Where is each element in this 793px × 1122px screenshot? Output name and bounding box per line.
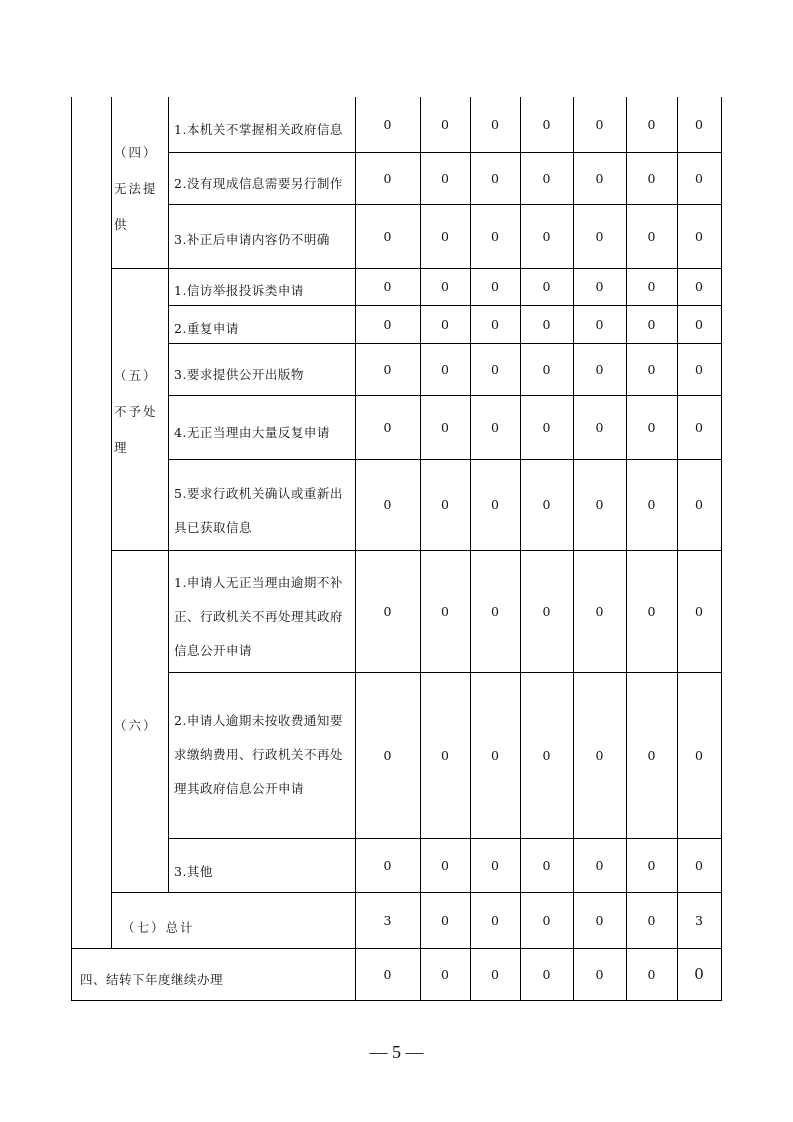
value-cell: 0 xyxy=(595,279,604,294)
value-cell: 0 xyxy=(595,361,604,377)
value-cell: 0 xyxy=(383,966,392,982)
value-cell: 0 xyxy=(647,170,656,186)
value-cell: 0 xyxy=(647,316,656,332)
value-cell: 0 xyxy=(441,747,449,763)
value-cell: 0 xyxy=(695,361,703,377)
value-cell: 0 xyxy=(647,497,656,512)
value-cell: 0 xyxy=(542,279,551,294)
value-cell: 0 xyxy=(647,117,656,132)
value-cell: 0 xyxy=(695,316,703,332)
value-cell: 0 xyxy=(491,747,499,763)
value-cell: 0 xyxy=(542,603,551,619)
value-cell: 0 xyxy=(647,279,656,294)
value-cell: 0 xyxy=(383,228,392,244)
value-cell: 0 xyxy=(441,228,449,244)
table-line-indent xyxy=(111,97,112,948)
row-label-r6: 3.要求提供公开出版物 xyxy=(174,367,304,382)
value-cell: 0 xyxy=(441,117,449,132)
value-cell: 0 xyxy=(441,603,449,619)
value-cell: 0 xyxy=(695,228,703,244)
value-cell: 0 xyxy=(383,419,392,435)
value-cell: 0 xyxy=(491,316,499,332)
value-cell: 0 xyxy=(491,228,499,244)
value-cell: 0 xyxy=(595,857,604,873)
value-cell: 3 xyxy=(383,912,392,928)
value-cell: 0 xyxy=(595,912,604,928)
value-cell: 0 xyxy=(441,966,449,982)
value-cell: 0 xyxy=(383,361,392,377)
value-cell: 0 xyxy=(647,966,656,982)
value-cell: 0 xyxy=(383,279,392,294)
row-label-r2: 2.没有现成信息需要另行制作 xyxy=(174,176,343,191)
value-cell: 0 xyxy=(542,316,551,332)
value-cell: 0 xyxy=(542,361,551,377)
value-cell: 0 xyxy=(383,170,392,186)
value-cell: 0 xyxy=(441,361,449,377)
value-cell: 3 xyxy=(695,912,703,928)
value-cell: 0 xyxy=(491,279,499,294)
value-cell: 0 xyxy=(542,747,551,763)
value-cell: 0 xyxy=(441,912,449,928)
table-border-right xyxy=(721,97,722,1000)
value-cell: 0 xyxy=(695,747,703,763)
value-cell: 0 xyxy=(441,316,449,332)
value-cell: 0 xyxy=(491,117,499,132)
value-cell: 0 xyxy=(491,419,499,435)
page-number: — 5 — xyxy=(369,1042,424,1062)
value-cell: 0 xyxy=(383,603,392,619)
value-cell: 0 xyxy=(542,912,551,928)
table-border-left xyxy=(71,97,72,1000)
value-cell: 0 xyxy=(694,965,704,983)
group-label-5: （五）不予处理 xyxy=(114,368,158,455)
value-cell: 0 xyxy=(441,419,449,435)
value-cell: 0 xyxy=(491,603,499,619)
value-cell: 0 xyxy=(695,419,703,435)
value-cell: 0 xyxy=(595,497,604,512)
value-cell: 0 xyxy=(647,603,656,619)
row-label-r5: 2.重复申请 xyxy=(174,321,239,336)
value-cell: 0 xyxy=(542,170,551,186)
value-cell: 0 xyxy=(595,747,604,763)
value-cell: 0 xyxy=(595,170,604,186)
row-label-r4: 1.信访举报投诉类申请 xyxy=(174,283,304,298)
value-cell: 0 xyxy=(695,170,703,186)
value-cell: 0 xyxy=(491,361,499,377)
value-cell: 0 xyxy=(695,279,703,294)
row-label-r13: 四、结转下年度继续办理 xyxy=(80,972,224,987)
value-cell: 0 xyxy=(441,857,449,873)
value-cell: 0 xyxy=(383,857,392,873)
row-label-r7: 4.无正当理由大量反复申请 xyxy=(174,425,330,440)
value-cell: 0 xyxy=(647,857,656,873)
value-cell: 0 xyxy=(542,497,551,512)
value-cell: 0 xyxy=(695,603,703,619)
value-cell: 0 xyxy=(542,228,551,244)
value-cell: 0 xyxy=(695,117,703,132)
value-cell: 0 xyxy=(647,419,656,435)
value-cell: 0 xyxy=(491,912,499,928)
value-cell: 0 xyxy=(595,117,604,132)
value-cell: 0 xyxy=(647,747,656,763)
value-cell: 0 xyxy=(595,966,604,982)
value-cell: 0 xyxy=(647,361,656,377)
row-label-r11: 3.其他 xyxy=(174,864,213,879)
value-cell: 0 xyxy=(491,170,499,186)
value-cell: 0 xyxy=(383,497,392,512)
value-cell: 0 xyxy=(595,228,604,244)
table-row-line-full xyxy=(71,1000,722,1001)
value-cell: 0 xyxy=(491,966,499,982)
row-label-r9: 1.申请人无正当理由逾期不补正、行政机关不再处理其政府信息公开申请 xyxy=(174,575,344,658)
row-label-r10: 2.申请人逾期未按收费通知要求缴纳费用、行政机关不再处理其政府信息公开申请 xyxy=(174,713,344,796)
value-cell: 0 xyxy=(383,316,392,332)
value-cell: 0 xyxy=(647,912,656,928)
value-cell: 0 xyxy=(441,497,449,512)
group-label-6: （六） xyxy=(114,718,158,733)
value-cell: 0 xyxy=(595,419,604,435)
value-cell: 0 xyxy=(695,857,703,873)
value-cell: 0 xyxy=(542,419,551,435)
value-cell: 0 xyxy=(542,117,551,132)
value-cell: 0 xyxy=(542,966,551,982)
group-label-7: （七）总计 xyxy=(122,920,195,935)
table-line-group xyxy=(168,97,169,892)
row-label-r1: 1.本机关不掌握相关政府信息 xyxy=(174,122,343,137)
value-cell: 0 xyxy=(441,170,449,186)
value-cell: 0 xyxy=(441,279,449,294)
value-cell: 0 xyxy=(595,603,604,619)
group-label-4: （四）无法提供 xyxy=(114,145,158,232)
value-cell: 0 xyxy=(695,497,703,512)
row-label-r8: 5.要求行政机关确认或重新出具已获取信息 xyxy=(174,486,343,535)
value-cell: 0 xyxy=(595,316,604,332)
value-cell: 0 xyxy=(491,857,499,873)
value-cell: 0 xyxy=(491,497,499,512)
row-label-r3: 3.补正后申请内容仍不明确 xyxy=(174,232,330,247)
value-cell: 0 xyxy=(383,747,392,763)
value-cell: 0 xyxy=(647,228,656,244)
value-cell: 0 xyxy=(542,857,551,873)
value-cell: 0 xyxy=(383,117,392,132)
